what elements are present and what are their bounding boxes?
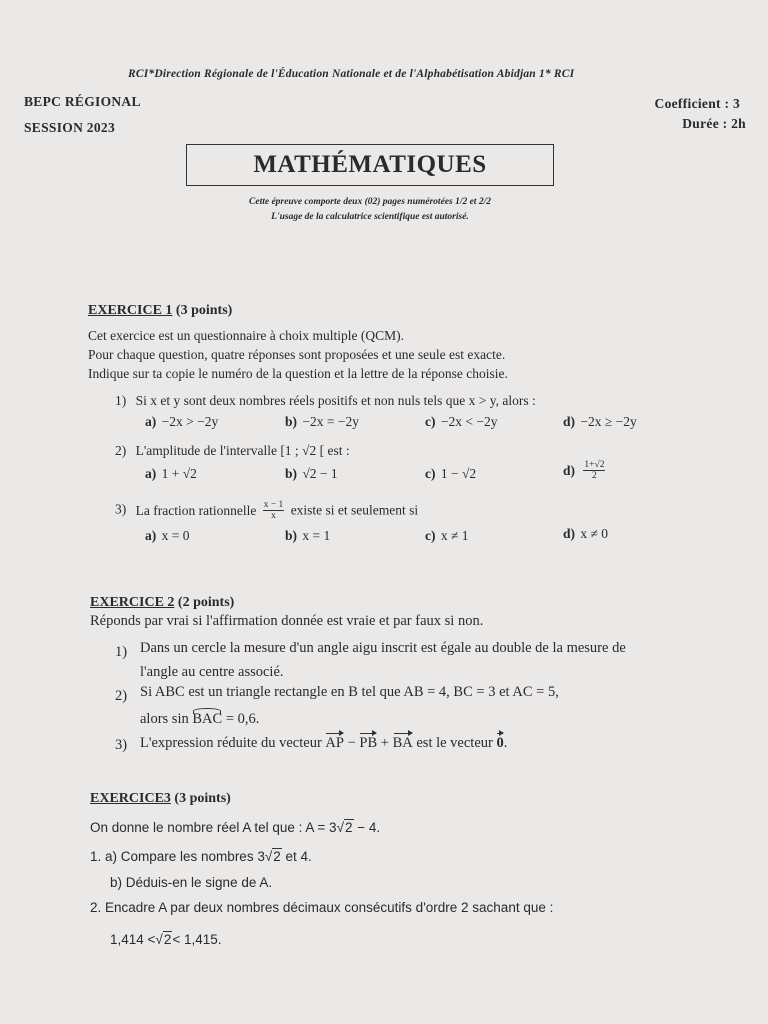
q3-text-after: existe si et seulement si <box>290 502 419 518</box>
q3-option-c: c) x ≠ 1 <box>425 528 469 543</box>
exercise-3-title: EXERCICE3 <box>90 791 171 806</box>
ex1-question-3 <box>115 500 418 521</box>
ex2-item-2-line2: alors sin BAC = 0,6. <box>140 711 260 727</box>
exercise-1-points: (3 points) <box>175 303 233 318</box>
q1-option-c: c) −2x < −2y <box>425 414 498 429</box>
ex2-item-3-line: L'expression réduite du vecteur AP − PB + BA est le vecteur 0. <box>140 735 508 751</box>
ex2-item-1-line2: l'angle au centre associé. <box>140 664 284 680</box>
ex1-question-2 <box>115 443 350 459</box>
q3-option-a: a) x = 0 <box>145 528 190 543</box>
exercise-2-points: (2 points) <box>177 595 235 610</box>
q2-option-b: b) √2 − 1 <box>285 466 338 481</box>
note-pages: Cette épreuve comporte deux (02) pages numérotées 1/2 et 2/2 <box>249 197 491 207</box>
ex1-intro-2: Pour chaque question, quatre réponses sont proposées et une seule est exacte. <box>88 347 506 362</box>
exercise-1-title: EXERCICE 1 <box>88 303 173 318</box>
vector-zero: 0 <box>496 735 504 751</box>
exercise-2-heading <box>90 595 234 611</box>
duration: Durée : 2h <box>682 116 746 131</box>
vector-pb: PB <box>359 735 378 751</box>
page-title: MATHÉMATIQUES <box>186 144 554 186</box>
ex1-intro-1: Cet exercice est un questionnaire à choix multiple (QCM). <box>88 328 405 343</box>
vector-ap: AP <box>325 735 344 751</box>
ex2-item-1-line1: Dans un cercle la mesure d'un angle aigu inscrit est égale au double de la mesure de <box>140 640 626 656</box>
q3-option-d: d) x ≠ 0 <box>563 526 609 541</box>
session-year: SESSION 2023 <box>24 120 116 135</box>
exercise-3-points: (3 points) <box>174 791 231 806</box>
q3-text-before: La fraction rationnelle <box>135 502 257 518</box>
q1-text: Si x et y sont deux nombres réels positifs et non nuls tels que x > y, alors : <box>135 393 536 408</box>
q1-option-a: a) −2x > −2y <box>145 414 219 429</box>
ex3-question-1b: b) Déduis-en le signe de A. <box>110 875 273 890</box>
ex3-inequality: 1,414 <√2< 1,415. <box>110 932 222 947</box>
ex3-question-1a: 1. a) Compare les nombres 3√2 et 4. <box>90 849 312 864</box>
q2-d-fraction: $\frac{1+√2}{2}$ <box>584 460 605 481</box>
exercise-3-heading <box>90 791 231 807</box>
q3-fraction: $\frac{x - 1}{x}$ <box>263 500 284 521</box>
ex2-intro: Réponds par vrai si l'affirmation donnée est vraie et par faux si non. <box>90 613 484 629</box>
ex2-item-2-number: 2) <box>115 688 128 704</box>
q1-number: 1) <box>115 393 127 408</box>
vector-ba: BA <box>392 735 413 751</box>
ex3-question-2: 2. Encadre A par deux nombres décimaux consécutifs d'ordre 2 sachant que : <box>90 900 554 915</box>
q1-option-d: d) −2x ≥ −2y <box>563 414 637 429</box>
exercise-2-title: EXERCICE 2 <box>90 595 175 610</box>
ex2-item-3-number: 3) <box>115 737 128 753</box>
ex1-intro-3: Indique sur ta copie le numéro de la question et la lettre de la réponse choisie. <box>88 366 508 381</box>
ex2-item-2-line1: Si ABC est un triangle rectangle en B tel que AB = 4, BC = 3 et AC = 5, <box>140 684 559 700</box>
q2-option-d: d) $\frac{1+√2}{2}$ <box>563 460 605 481</box>
note-calculator: L'usage de la calculatrice scientifique est autorisé. <box>271 212 469 222</box>
ex2-item-1-number: 1) <box>115 644 128 660</box>
q2-number: 2) <box>115 443 127 458</box>
q3-option-b: b) x = 1 <box>285 528 331 543</box>
q2-option-a: a) 1 + √2 <box>145 466 197 481</box>
exercise-1-heading <box>88 303 232 319</box>
coefficient: Coefficient : 3 <box>654 96 740 111</box>
exam-name: BEPC RÉGIONAL <box>24 94 141 109</box>
q2-option-c: c) 1 − √2 <box>425 466 477 481</box>
q2-text: L'amplitude de l'intervalle [1 ; √2 [ est : <box>135 443 350 458</box>
q1-option-b: b) −2x = −2y <box>285 414 359 429</box>
angle-bac: BAC <box>192 711 223 727</box>
q3-number: 3) <box>115 501 127 517</box>
ex3-intro: On donne le nombre réel A tel que : A = 3√2 − 4. <box>90 820 381 835</box>
ex1-question-1 <box>115 393 536 409</box>
header-institution: RCI*Direction Régionale de l'Éducation Nationale et de l'Alphabétisation Abidjan 1* RCI <box>128 68 575 80</box>
